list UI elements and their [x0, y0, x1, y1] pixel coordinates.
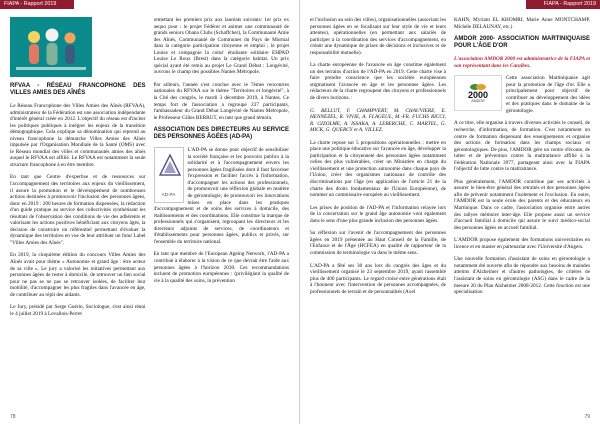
paragraph: et l'inclusion au sein des villes), organisationnelles (associant les personnes âgées en se focalisant sur leur style de vie et leurs attentes), opérationnelles (en permettant aux salariés de participer à la coordination des services d'accompagnement, en créant une dynamique de prises de décisions et inclusives et de responsabilité mutuelle). [310, 17, 446, 56]
paragraph: remettant les premiers prix aux lauréats suivants: 1er prix ex aequo pour : le projet Fédérer et animer une communauté de grands seniors Ohana Clubs (Schaffcher), la Communauté Amie des Aînés, Communauté de Communes du Pays de Mormal dans la catégorie participation citoyenne et emploi ; le projet Louise et compagnie la colos' étudiante solidaire EHPAD Louise Le Roux (Brest) dans la catégorie habitat. Un prix spécial ayant été remis au projet Le Grand Débat : Longévité, ouvrons le champ des possibles Nantes Métropole. [153, 17, 289, 76]
left-col-2 [154, 17, 290, 409]
paragraph: Une nouvelle formation d'assistant de soins en gérontologie a notamment été ouverte afin de répondre aux besoins de malades atteints d'Alzheimer et d'autres pathologies, de critères de l'assistant de soins en gérontologie (ASG) dans le cadre de la mesure 20 du Plan Alzheimer 2008-2012. Cette fonction est une spécialisation [454, 256, 590, 296]
right-page [300, 0, 600, 424]
paragraph: En tant que membre de l'European Ageing Network, l'AD-PA a contribué à élaborer à la vision de ce que devrait être l'aide aux personnes âgées à l'horizon 2030. Ces recommandations incluent de promotion européennes : (privilégiant la qualité de vie à la qualité des soins, la prévention [153, 251, 289, 284]
amdor-logo-image [454, 75, 502, 111]
rfvaa-heading: RFVAA - RÉSEAU FRANCOPHONE DES VILLES AMIES DES AÎNÉS [10, 83, 146, 96]
adpa-heading: ASSOCIATION DES DIRECTEURS AU SERVICE DES PERSONNES ÂGÉES (AD-PA) [153, 127, 289, 141]
amdor-heading: AMDOR 2000- ASSOCIATION MARTINIQUAISE POUR L'ÂGE D'OR [454, 36, 590, 50]
adpa-logo-text: AD·PA [161, 191, 176, 197]
left-page-number: 78 [10, 414, 16, 420]
right-columns [310, 17, 590, 409]
amdor-logo-label: AMDOR [471, 99, 485, 104]
adpa-triangle-icon [159, 154, 181, 176]
right-page-number: 79 [584, 414, 590, 420]
adpa-logo-image [154, 147, 184, 203]
right-header-bar: FIAPA - Rapport 2019 [526, 0, 600, 9]
paragraph: Le Réseau Francophone des Villes Amies des Aînés (RFVAA), administrateur de la Fédération est une association indépendante d'intérêt général créée en 2012. L'objectif du réseau est d'inciter les politiques publiques à intégrer les enjeux de la transition démographique. Cela explique sa dénomination qui reprend au niveau francophone la démarche Villes Amies des Aînés impulsée par l'Organisation Mondiale de la Santé (OMS) avec le Réseau mondial des villes et communautés amies des aînés auquel le RFVAA est affilié. Le RFVAA est notamment la seule structure francophone à en être membre. [10, 103, 146, 168]
paragraph: La charte européenne de l'avancée en âge constitue également un des terrains d'action de l'AD-PA en 2019. Cette charte vise à faire prendre conscience que les sociétés européennes stigmatisent l'avancée en âge et les personnes âgées. Les rédacteurs de la charte regroupent des citoyens et professionnels de divers horizons. : [310, 62, 446, 102]
paragraph: La charte repose sur 5 propositions opérationnelles : mettre en place une politique éducative sur l'avancée en âge, développer la participation et la citoyenneté des personnes âgées notamment celles des plus vulnérables, créer un Ministère en charge du vieillissement et une protection autonomie dans chaque pays de l'Union, créer des organismes nationaux de contrôle des discriminations par l'âge (en application de l'article 21 de la charte des droits fondamentaux de l'Union Européenne), de nommer un commissaire européen au vieillissement. [310, 139, 446, 199]
paragraph: Cette association Martiniquaise agit pour la promotion de l'âge d'or. Elle a principalement pour objectif de contribuer au développement des idées et des pratiques dans le domaine de la gérontologie. [506, 75, 590, 114]
rfvaa-people-icon [10, 17, 92, 77]
rfvaa-logo-image [10, 17, 92, 77]
amdor-logo-number: 2000 [467, 89, 489, 100]
adpa-logo-wrapper [154, 147, 184, 203]
amdor-intro: L'association AMDOR 2000 est administratrice de la FIAPA et son représentant dans les Caraïbes. [454, 56, 590, 69]
paragraph: KAHN, Myriam EL KHOMRI, Marie Anne MONTCHAMP, Michèle DELAUNAY, etc.) [454, 17, 590, 30]
left-columns [10, 17, 289, 409]
amdor-logo-wrapper [454, 75, 502, 111]
left-col-1 [10, 17, 146, 409]
paragraph: En 2019, la cinquième édition du concours Villes Amies des Aînés avait pour thème « Autonomie et grand âge : être acteur de sa ville ». Le jury a valorisé les initiatives permettant aux personnes âgées de rester à domicile, de retrouver un lien social pour ne pas se ne pas se retrouver isolées, de faciliter leur mobilité, d'accompagner les plus fragiles dans l'avancée en âge, de contribuer au répit des aidants. [10, 252, 146, 298]
paragraph: L'AD-PA se donne pour objectif de sensibiliser la société française et les pouvoirs publics à la solidarité et à l'accompagnement envers les personnes âgées fragilisées dont il faut favoriser l'expression et faciliter l'accès à l'information, d'accompagner les actions des professionnels, de promouvoir une réflexion globale en matière de gérontologie, de promouvoir les innovations mises en place dans les pratiques d'accompagnement et de soins des services à domicile, des établissements et des coordinations. Elle constitue la marque de professionnels qui s'organisent, regroupant les directeurs et les directeurs adjoints de services, de coordinateurs et d'établissements pour personnes âgées, publics et privés, sur l'ensemble du territoire national. [153, 147, 289, 245]
paragraph: L'AD-PA a fêté ses 30 ans lors du congrès des âges et du vieillissement organisé le 23 septembre 2019, ayant rassemblé plus de 400 participants. Le regard croisé entre générations était à l'honneur avec l'intervention de personnes accompagnées, de professionnels de terrain et de personnalités (Axel [310, 262, 446, 295]
paragraph: Plus généralement, l'AMDOR contribue par ses activités à assurer le bien-être général des retraités et des personnes âgées afin de prévenir notamment l'isolement et l'exclusion. En outre, l'AMDOR est la seule école des parents et des éducateurs en Martinique. Dans ce cadre, l'association organise entre autres des rallyes mémoire inter-âge. Elle propose aussi un service d'accueil familial à domicile qui assure le suivi médico-social des personnes âgées en accueil familial. [454, 178, 590, 231]
right-col-1 [310, 17, 446, 409]
paragraph: Par ailleurs, l'année s'est conclue avec le 7èmes rencontres nationales du RFVAA sur le thème "Territoires et longévité", à la Cité des congrès, le mardi 3 décembre 2019, à Nantes. Ce temps fort de l'association a regroupé 237 participants, l'ambassadeur du Grand Débat Longévité de Nantes Métropole, le Professeur Gilles BERRUT, en tant que grand témoin. [153, 81, 289, 121]
paragraph: En tant que Centre d'expertise et de ressources sur l'accompagnement des territoires aux enjeux du vieillissement, il assure la promotion et le développement de nombreuses actions destinées à promouvoir l'inclusion des personnes âgées, donc en 2019 : 200 heures de formation dispensées, la rédaction d'un guide pratique au service des collectivités synthétisant les résultats de l'observation des conditions de vie des adhérents et valorisant les actions positives bénéficiant aux citoyens âgés, la décision de construire un référentiel permettant d'évaluer la dynamique des territoires en vue de leur attribuer un futur Label "Villes Amies des Aînés". [10, 174, 146, 246]
right-col-2 [454, 17, 590, 409]
left-header-bar: FIAPA - Rapport 2019 [0, 0, 74, 9]
paragraph: Sa réflexion sur l'avenir de l'accompagnement des personnes âgées en 2019 présentée au Haut Conseil de la Famille, de l'Enfance et de l'Âge (HCFEA) en qualité de rapporteur de la commission de terminologie va dans le même sens. [310, 230, 446, 256]
charter-authors: G. BELLUT, F. CHAMPVERT, M. CHAUVIERE, E. HENNEZEL, R. VIVIE, A. FLAGEUL, M.-FR. FUCHS RICCI, R. GIZOLME, A. ISSAKA, A. LEBERCHE, C. MARTEL, G. MICK, G. QUERCY et A. VILLEZ. [310, 107, 446, 134]
paragraph: Le Jury, présidé par Serge Guérin, Sociologue, s'est ainsi réuni le 4 juillet 2019 à Levallois-Perret [10, 304, 146, 317]
paragraph: Les prises de position de l'AD-PA et l'information relayée lors de la concertation sur le grand âge autonomie vont également dans le sens d'une plus grande inclusion des personnes âgées. [310, 204, 446, 224]
paragraph: A ce titre, elle organise à travers diverses activités le conseil, de recherche, d'information, de formation. C'est notamment un centre de formation dispensant des enseignements et organise des actions de formation dans les champs sociaux et gérontologiques. De plus, l'AMDOR gère un centre d'écoute, de lutter et de prévention contre la maltraitance affilié à la Fédération Nationale 3977, partageant ainsi avec la FIAPA l'objectif de lutte contre la maltraitance. [454, 120, 590, 173]
paragraph: L'AMDOR propose également des formations universitaires en licence et en master en partenariat avec l'Université d'Angers. [454, 237, 590, 250]
